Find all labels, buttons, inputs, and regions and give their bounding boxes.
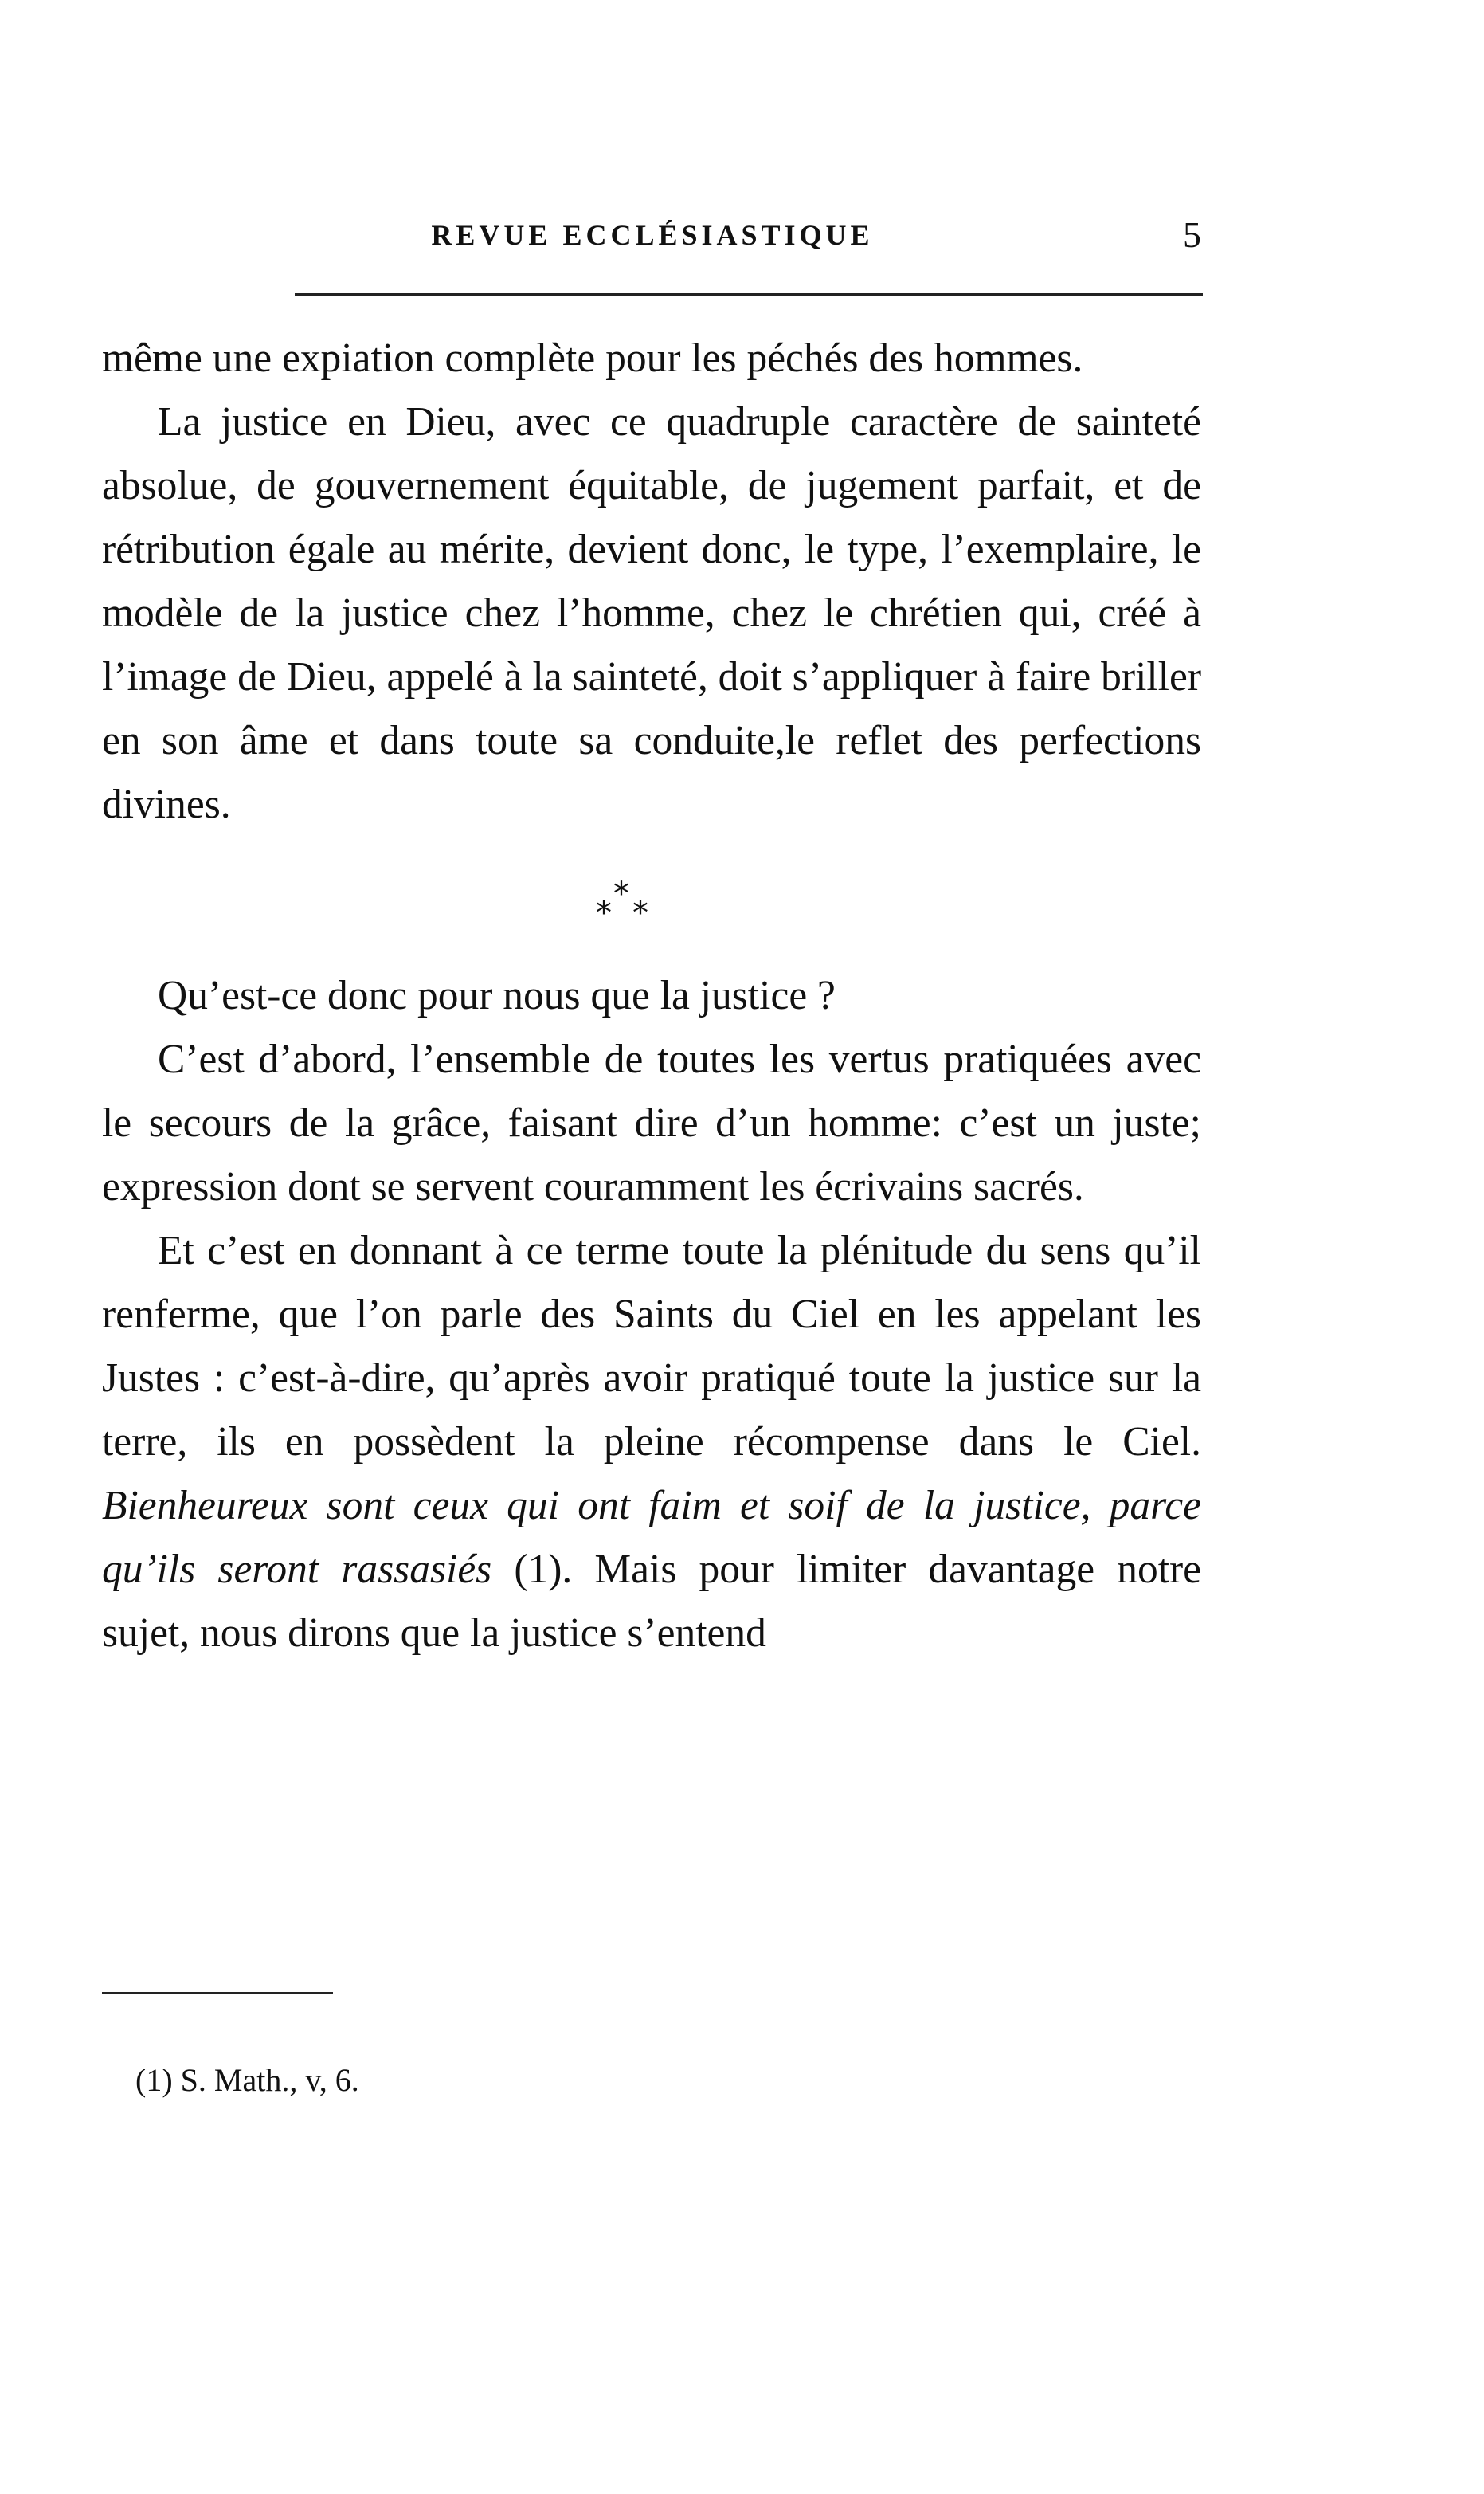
paragraph-saints-continuation: Mais pour limiter davantage notre sujet, nous dirons que la justice s’entend [102,1547,1202,1656]
asterism-star-top: * [613,876,629,912]
paragraph-justice-in-god: La justice en Dieu, avec ce quadruple caractère de sainteté absolue, de gouvernement équitable, de jugement parfait, et de rétribution égale au mérite, devient donc, le type, l’exemplaire, le modèle de la justice chez l’homme, chez le chrétien qui, créé à l’image de Dieu, appelé à la sainteté, doit s’appliquer à faire briller en son âme et dans toute sa conduite,le reflet des perfections divines. [102,399,1201,827]
paragraph-question: Qu’est-ce donc pour nous que la justice ? [158,973,836,1018]
asterism-divider [102,837,1201,964]
asterism-star-left: * [596,895,612,931]
asterism-star-right: * [632,895,648,931]
running-title: REVUE ECCLÉSIASTIQUE [431,219,874,251]
paragraph-continuation: même une expiation complète pour les péchés des hommes. [102,335,1083,381]
header-rule [295,293,1203,296]
beatitude-quote: Bienheureux sont ceux qui ont faim et soif de la justice, parce qu’ils seront rassasiés [102,1483,1201,1592]
paragraph-definition: C’est d’abord, l’ensemble de toutes les vertus pratiquées avec le secours de la grâce, faisant dire d’un homme: c’est un juste; expression dont se servent couramment les écrivains sacrés. [102,1037,1201,1210]
page-number: 5 [1183,214,1201,255]
running-head [104,214,1201,261]
footnote-rule [102,1992,333,1994]
footnote: (1) S. Math., v, 6. [135,2062,359,2098]
paragraph-saints [102,1219,1201,1665]
footnote-reference: (1). [514,1547,573,1592]
body-text [102,327,1201,1665]
paragraph-saints-text: Et c’est en donnant à ce terme toute la plénitude du sens qu’il renferme, que l’on parle des Saints du Ciel en les appelant les Justes : c’est-à-dire, qu’après avoir pratiqué toute la justice sur la terre, ils en possèdent la pleine récompense dans le Ciel. [102,1228,1201,1465]
